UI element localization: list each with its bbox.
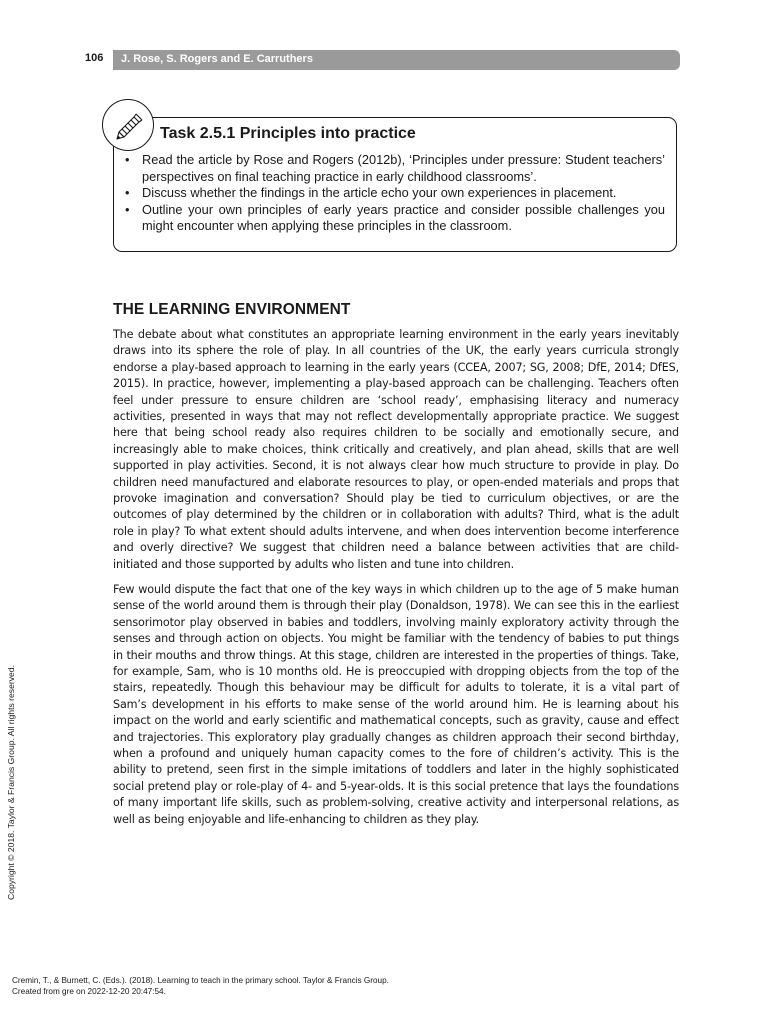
task-list: [125, 152, 665, 235]
citation-line: Cremin, T., & Burnett, C. (Eds.). (2018). Learning to teach in the primary school. Taylor & Francis Group.: [12, 976, 389, 985]
task-item-read-article: • Read the article by Rose and Rogers (2012b), ‘Principles under pressure: Student teachers’ perspectives on final teaching practice in early childhood classrooms’.: [125, 152, 665, 185]
page-number: 106: [85, 52, 104, 64]
body-paragraph: Few would dispute the fact that one of the key ways in which children up to the age of 5 make human sense of the world around them is through their play (Donaldson, 1978). We can see this in the earliest sensorimotor play observed in babies and toddlers, involving mainly exploratory activity through the senses and through action on objects. You might be familiar with the tendency of babies to put things in their mouths and throw things. At this stage, children are interested in the properties of things. Take, for example, Sam, who is 10 months old. He is preoccupied with dropping objects from the top of the stairs, repeatedly. Though this behaviour may be difficult for adults to tolerate, it is a vital part of Sam’s development in his efforts to make sense of the world around him. He is learning about his impact on the world and early scientific and mathematical concepts, such as gravity, cause and effect and trajectories. This exploratory play gradually changes as children approach their second birthday, when a profound and uniquely human capacity comes to the fore of children’s activity. This is the ability to pretend, seen first in the simple imitations of toddlers and later in the highly sophisticated social pretend play or role-play of 4- and 5-year-olds. It is this social pretence that lays the foundations of many important life skills, such as problem-solving, creative activity and interpersonal relations, as well as being enjoyable and life-enhancing to children as they play.: [113, 583, 679, 826]
task-item-outline-principles: • Outline your own principles of early years practice and consider possible challenges you might encounter when applying these principles in the classroom.: [125, 202, 665, 235]
body-paragraph: The debate about what constitutes an appropriate learning environment in the early years inevitably draws into its sphere the role of play. In all countries of the UK, the early years curricula strongly endorse a play-based approach to learning in the early years (CCEA, 2007; SG, 2008; DfE, 2014; DfES, 2015). In practice, however, implementing a play-based approach can be challenging. Teachers often feel under pressure to ensure children are ‘school ready’, emphasising literacy and numeracy activities, presented in ways that may not reflect developmentally appropriate practice. We suggest here that being school ready also requires children to be socially and emotionally secure, and increasingly able to make choices, think critically and creatively, and plan ahead, skills that are well supported in play activities. Second, it is not always clear how much structure to provide in play. Do children need manufactured and elaborate resources to play, or open-ended materials and props that provoke imagination and conversation? Should play be tied to curriculum objectives, or are the outcomes of play determined by the children or in collaboration with adults? Third, what is the adult role in play? To what extent should adults intervene, and when does intervention become interference and overly directive? We suggest that children need a balance between activities that are child-initiated and those supported by adults who listen and tune into children.: [113, 328, 679, 571]
citation-footer: [12, 976, 389, 997]
task-item-discuss-findings: • Discuss whether the findings in the article echo your own experiences in placement.: [125, 185, 665, 202]
running-header-authors: J. Rose, S. Rogers and E. Carruthers: [121, 53, 313, 65]
created-date-line: Created from gre on 2022-12-20 20:47:54.: [12, 986, 166, 996]
section-heading: THE LEARNING ENVIRONMENT: [113, 301, 351, 318]
copyright-notice: Copyright © 2018. Taylor & Francis Group. All rights reserved.: [6, 665, 16, 900]
task-title: Task 2.5.1 Principles into practice: [160, 125, 416, 142]
task-icon-badge: [102, 99, 154, 151]
pencil-icon: [112, 108, 146, 142]
running-header-bar: [113, 50, 680, 70]
